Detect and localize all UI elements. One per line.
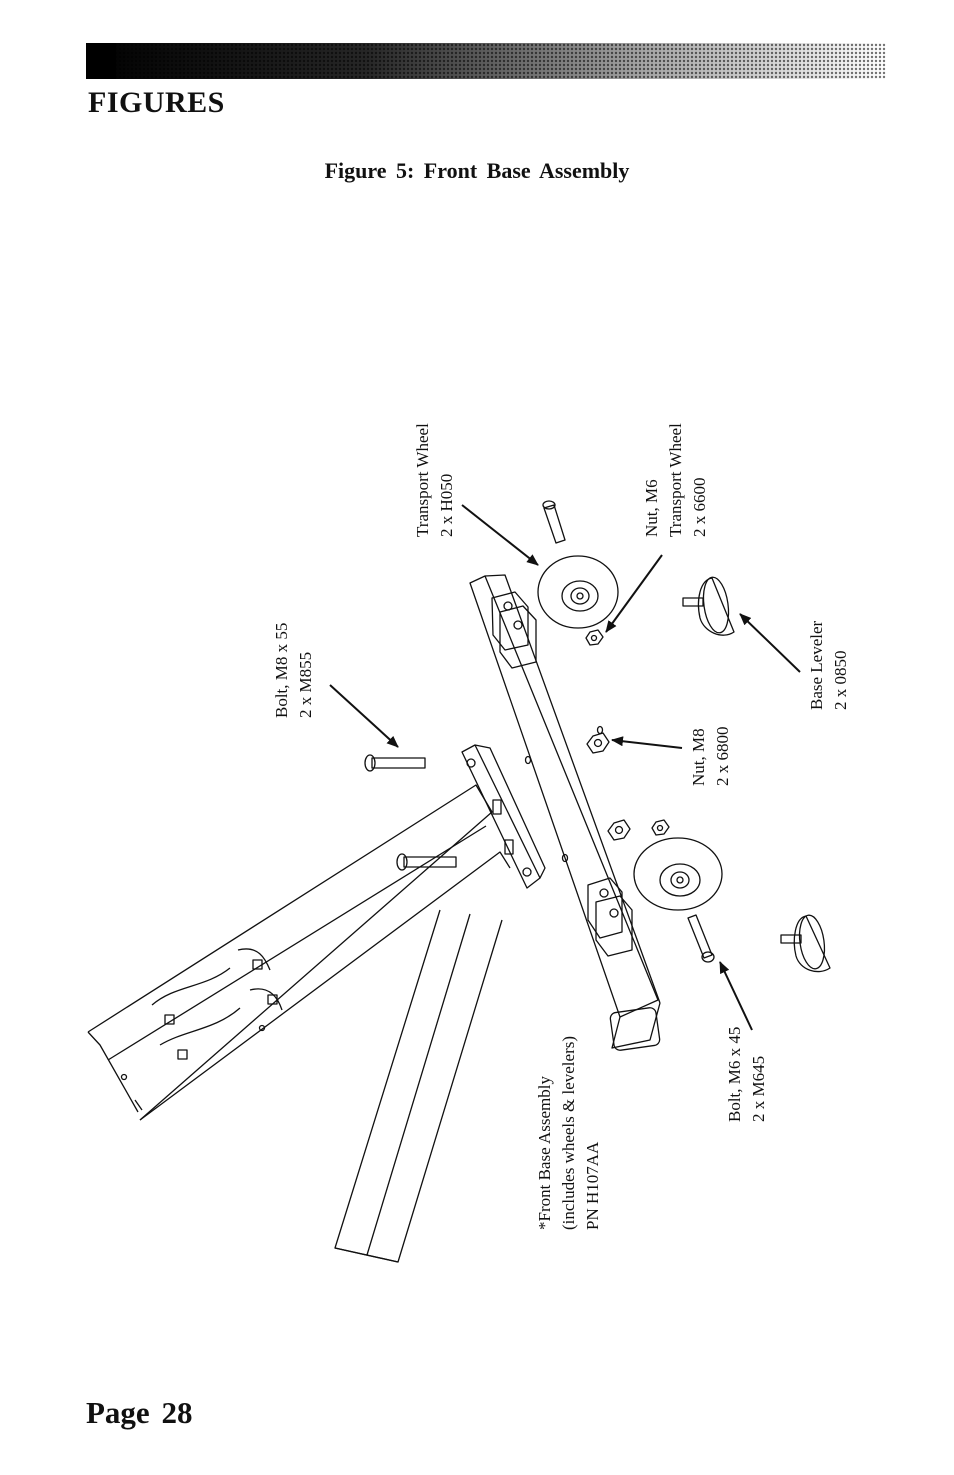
bolt-m8-installed [397,854,456,870]
wheel-bolt-top [543,501,565,543]
svg-text:Transport Wheel: Transport Wheel [666,423,685,537]
label-front-base-assembly [535,1036,602,1230]
bolt-m8-loose [365,755,425,771]
label-bolt-m6 [725,1027,768,1122]
transport-wheel-top [538,556,618,628]
svg-text:PN H107AA: PN H107AA [583,1141,602,1230]
svg-text:2 x H050: 2 x H050 [437,473,456,537]
front-base-tube [470,575,660,1051]
svg-text:2 x 0850: 2 x 0850 [831,650,850,710]
nut-m8-lower [608,820,630,840]
svg-text:(includes wheels & levelers): (includes wheels & levelers) [559,1035,578,1230]
svg-text:2 x 6600: 2 x 6600 [690,477,709,537]
arrow-nut-m8 [612,740,682,748]
top-wheel-bracket [492,592,536,668]
label-bolt-m8 [272,623,315,718]
section-title: FIGURES [88,86,225,119]
arrow-transport-wheel [462,505,538,565]
label-base-leveler [807,620,850,710]
lower-leg-tube [335,910,502,1262]
arrow-bolt-m6 [720,962,752,1030]
nut-m6-lower [652,820,669,835]
nut-m6-top [586,630,603,645]
svg-text:2 x 6800: 2 x 6800 [713,726,732,786]
svg-text:Bolt, M8 x 55: Bolt, M8 x 55 [272,622,291,718]
svg-text:2 x M855: 2 x M855 [296,651,315,718]
arrow-nut-m6 [606,555,662,632]
svg-text:Base Leveler: Base Leveler [807,620,826,710]
upper-channel-frame [88,785,510,1120]
svg-text:Nut, M8: Nut, M8 [689,728,708,786]
figure-caption: Figure 5: Front Base Assembly [324,158,630,183]
page-number: Page 28 [86,1395,193,1430]
arrow-base-leveler [740,614,800,672]
base-leveler-top [683,576,734,636]
label-transport-wheel [413,423,456,537]
nut-m8-middle [587,733,609,753]
svg-text:Transport Wheel: Transport Wheel [413,423,432,537]
bolt-m6 [688,915,714,962]
svg-text:2 x M645: 2 x M645 [749,1055,768,1122]
arrow-bolt-m8 [330,685,398,747]
label-nut-m6 [642,423,709,537]
base-leveler-bottom [781,914,830,972]
svg-text:Nut, M6: Nut, M6 [642,479,661,537]
transport-wheel-bottom [634,838,722,910]
svg-text:Bolt, M6 x 45: Bolt, M6 x 45 [725,1026,744,1122]
svg-text:*Front Base Assembly: *Front Base Assembly [535,1076,554,1230]
label-nut-m8 [689,727,732,787]
mounting-plate [462,745,545,888]
